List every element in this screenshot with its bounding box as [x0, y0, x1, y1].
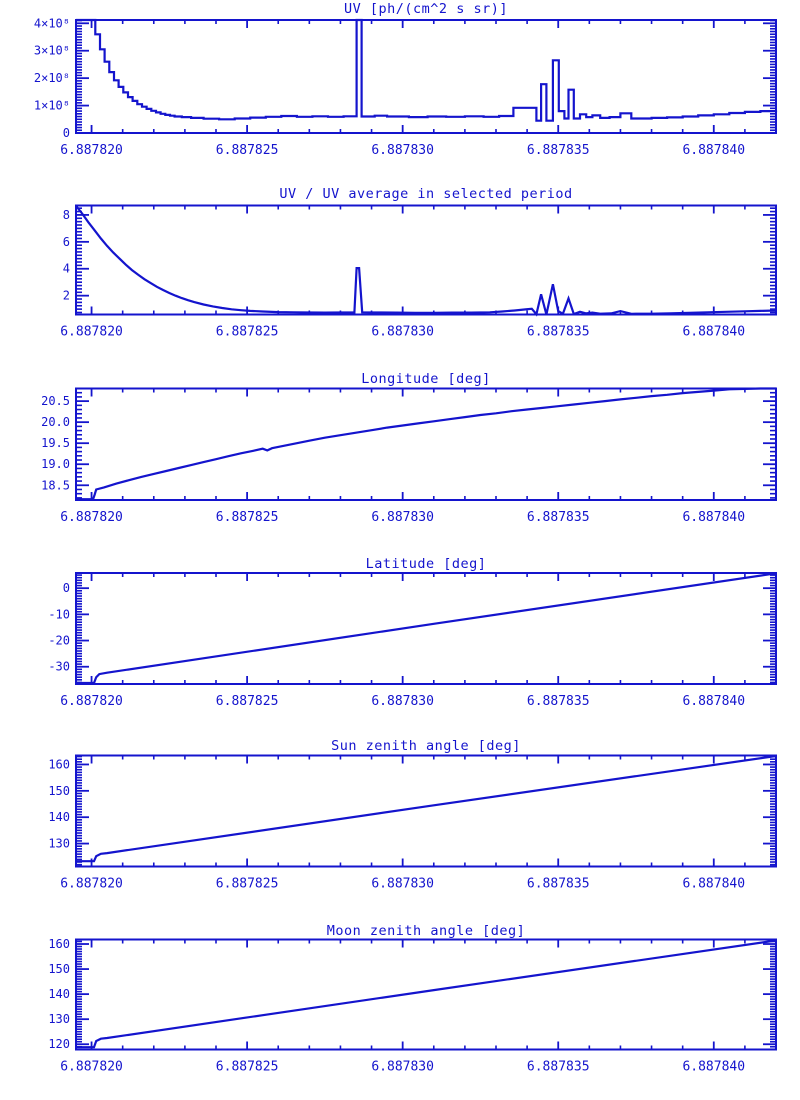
tick-label: 20.0 [41, 415, 70, 430]
tick-label: 130 [48, 1012, 70, 1027]
chart-6-title: Moon zenith angle [deg] [326, 923, 526, 939]
chart-3-plot-area [41, 389, 776, 526]
tick-label: 8 [62, 207, 70, 222]
tick-label: 6.887825 [215, 143, 279, 158]
data-line [76, 941, 776, 1048]
tick-label: 6.887830 [371, 694, 434, 709]
chart-1-title: UV [ph/(cm^2 s sr)] [344, 1, 508, 17]
tick-label: 6.887840 [682, 876, 746, 892]
tick-label: 20.5 [41, 394, 70, 409]
tick-label: 150 [48, 962, 70, 977]
tick-label: 6.887820 [60, 510, 123, 525]
tick-label: 19.0 [41, 457, 70, 472]
tick-label: 2×10⁸ [33, 71, 70, 86]
tick-label: 0 [62, 126, 70, 140]
tick-label: 4×10⁸ [33, 16, 70, 31]
tick-label: 6.887820 [60, 694, 123, 709]
chart-3-title: Longitude [deg] [361, 371, 491, 387]
data-line [76, 573, 776, 683]
tick-label: 120 [48, 1037, 70, 1052]
chart-4-plot-area [48, 573, 776, 709]
tick-label: 4 [62, 261, 70, 276]
tick-label: -10 [48, 607, 70, 622]
tick-label: 6.887825 [215, 694, 279, 709]
chart-2-title: UV / UV average in selected period [279, 186, 573, 202]
tick-label: 0 [62, 581, 70, 596]
tick-label: 140 [48, 810, 70, 825]
tick-label: 150 [48, 783, 70, 798]
tick-label: 140 [48, 987, 70, 1002]
tick-label: 6.887820 [60, 143, 123, 158]
chart-5-plot-area [48, 756, 776, 892]
tick-label: 130 [48, 836, 70, 851]
tick-label: 2 [62, 288, 70, 303]
tick-label: 6.887825 [215, 876, 279, 892]
tick-label: -30 [48, 659, 70, 674]
tick-label: 6.887835 [526, 876, 590, 892]
tick-label: 6 [62, 234, 70, 249]
tick-label: 6.887835 [526, 1059, 590, 1075]
chart-4-title: Latitude [deg] [365, 556, 487, 572]
data-line [76, 20, 776, 121]
tick-label: 6.887840 [682, 694, 746, 709]
tick-label: 160 [48, 757, 70, 772]
tick-label: 6.887830 [371, 143, 434, 158]
tick-label: 6.887835 [526, 143, 590, 158]
tick-label: 6.887830 [371, 324, 434, 340]
chart-5-title: Sun zenith angle [deg] [331, 738, 521, 754]
tick-label: 6.887820 [60, 324, 123, 340]
tick-label: 19.5 [41, 436, 70, 451]
tick-label: 6.887825 [215, 324, 279, 340]
data-line [76, 756, 776, 861]
tick-label: 1×10⁸ [33, 98, 70, 113]
data-line [76, 206, 776, 315]
tick-label: -20 [48, 633, 70, 648]
tick-label: 6.887840 [682, 510, 746, 525]
tick-label: 6.887825 [215, 1059, 279, 1075]
tick-label: 6.887820 [60, 1059, 123, 1075]
tick-label: 6.887820 [60, 876, 123, 892]
tick-label: 6.887830 [371, 510, 434, 525]
tick-label: 6.887835 [526, 510, 590, 525]
tick-label: 6.887835 [526, 694, 590, 709]
plot-frame [76, 389, 776, 501]
tick-label: 6.887835 [526, 324, 590, 340]
chart-1-plot-area [34, 16, 776, 158]
chart-2-plot-area [60, 206, 776, 340]
tick-label: 6.887830 [371, 876, 434, 892]
tick-label: 6.887840 [682, 143, 746, 158]
chart-6-plot-area [48, 937, 776, 1074]
tick-label: 18.5 [41, 478, 70, 493]
tick-label: 6.887825 [215, 510, 279, 525]
tick-label: 6.887840 [682, 1059, 746, 1075]
tick-label: 3×10⁸ [33, 43, 70, 58]
tick-label: 160 [48, 937, 70, 952]
tick-label: 6.887830 [371, 1059, 434, 1075]
data-line [76, 389, 776, 500]
tick-label: 6.887840 [682, 324, 746, 340]
